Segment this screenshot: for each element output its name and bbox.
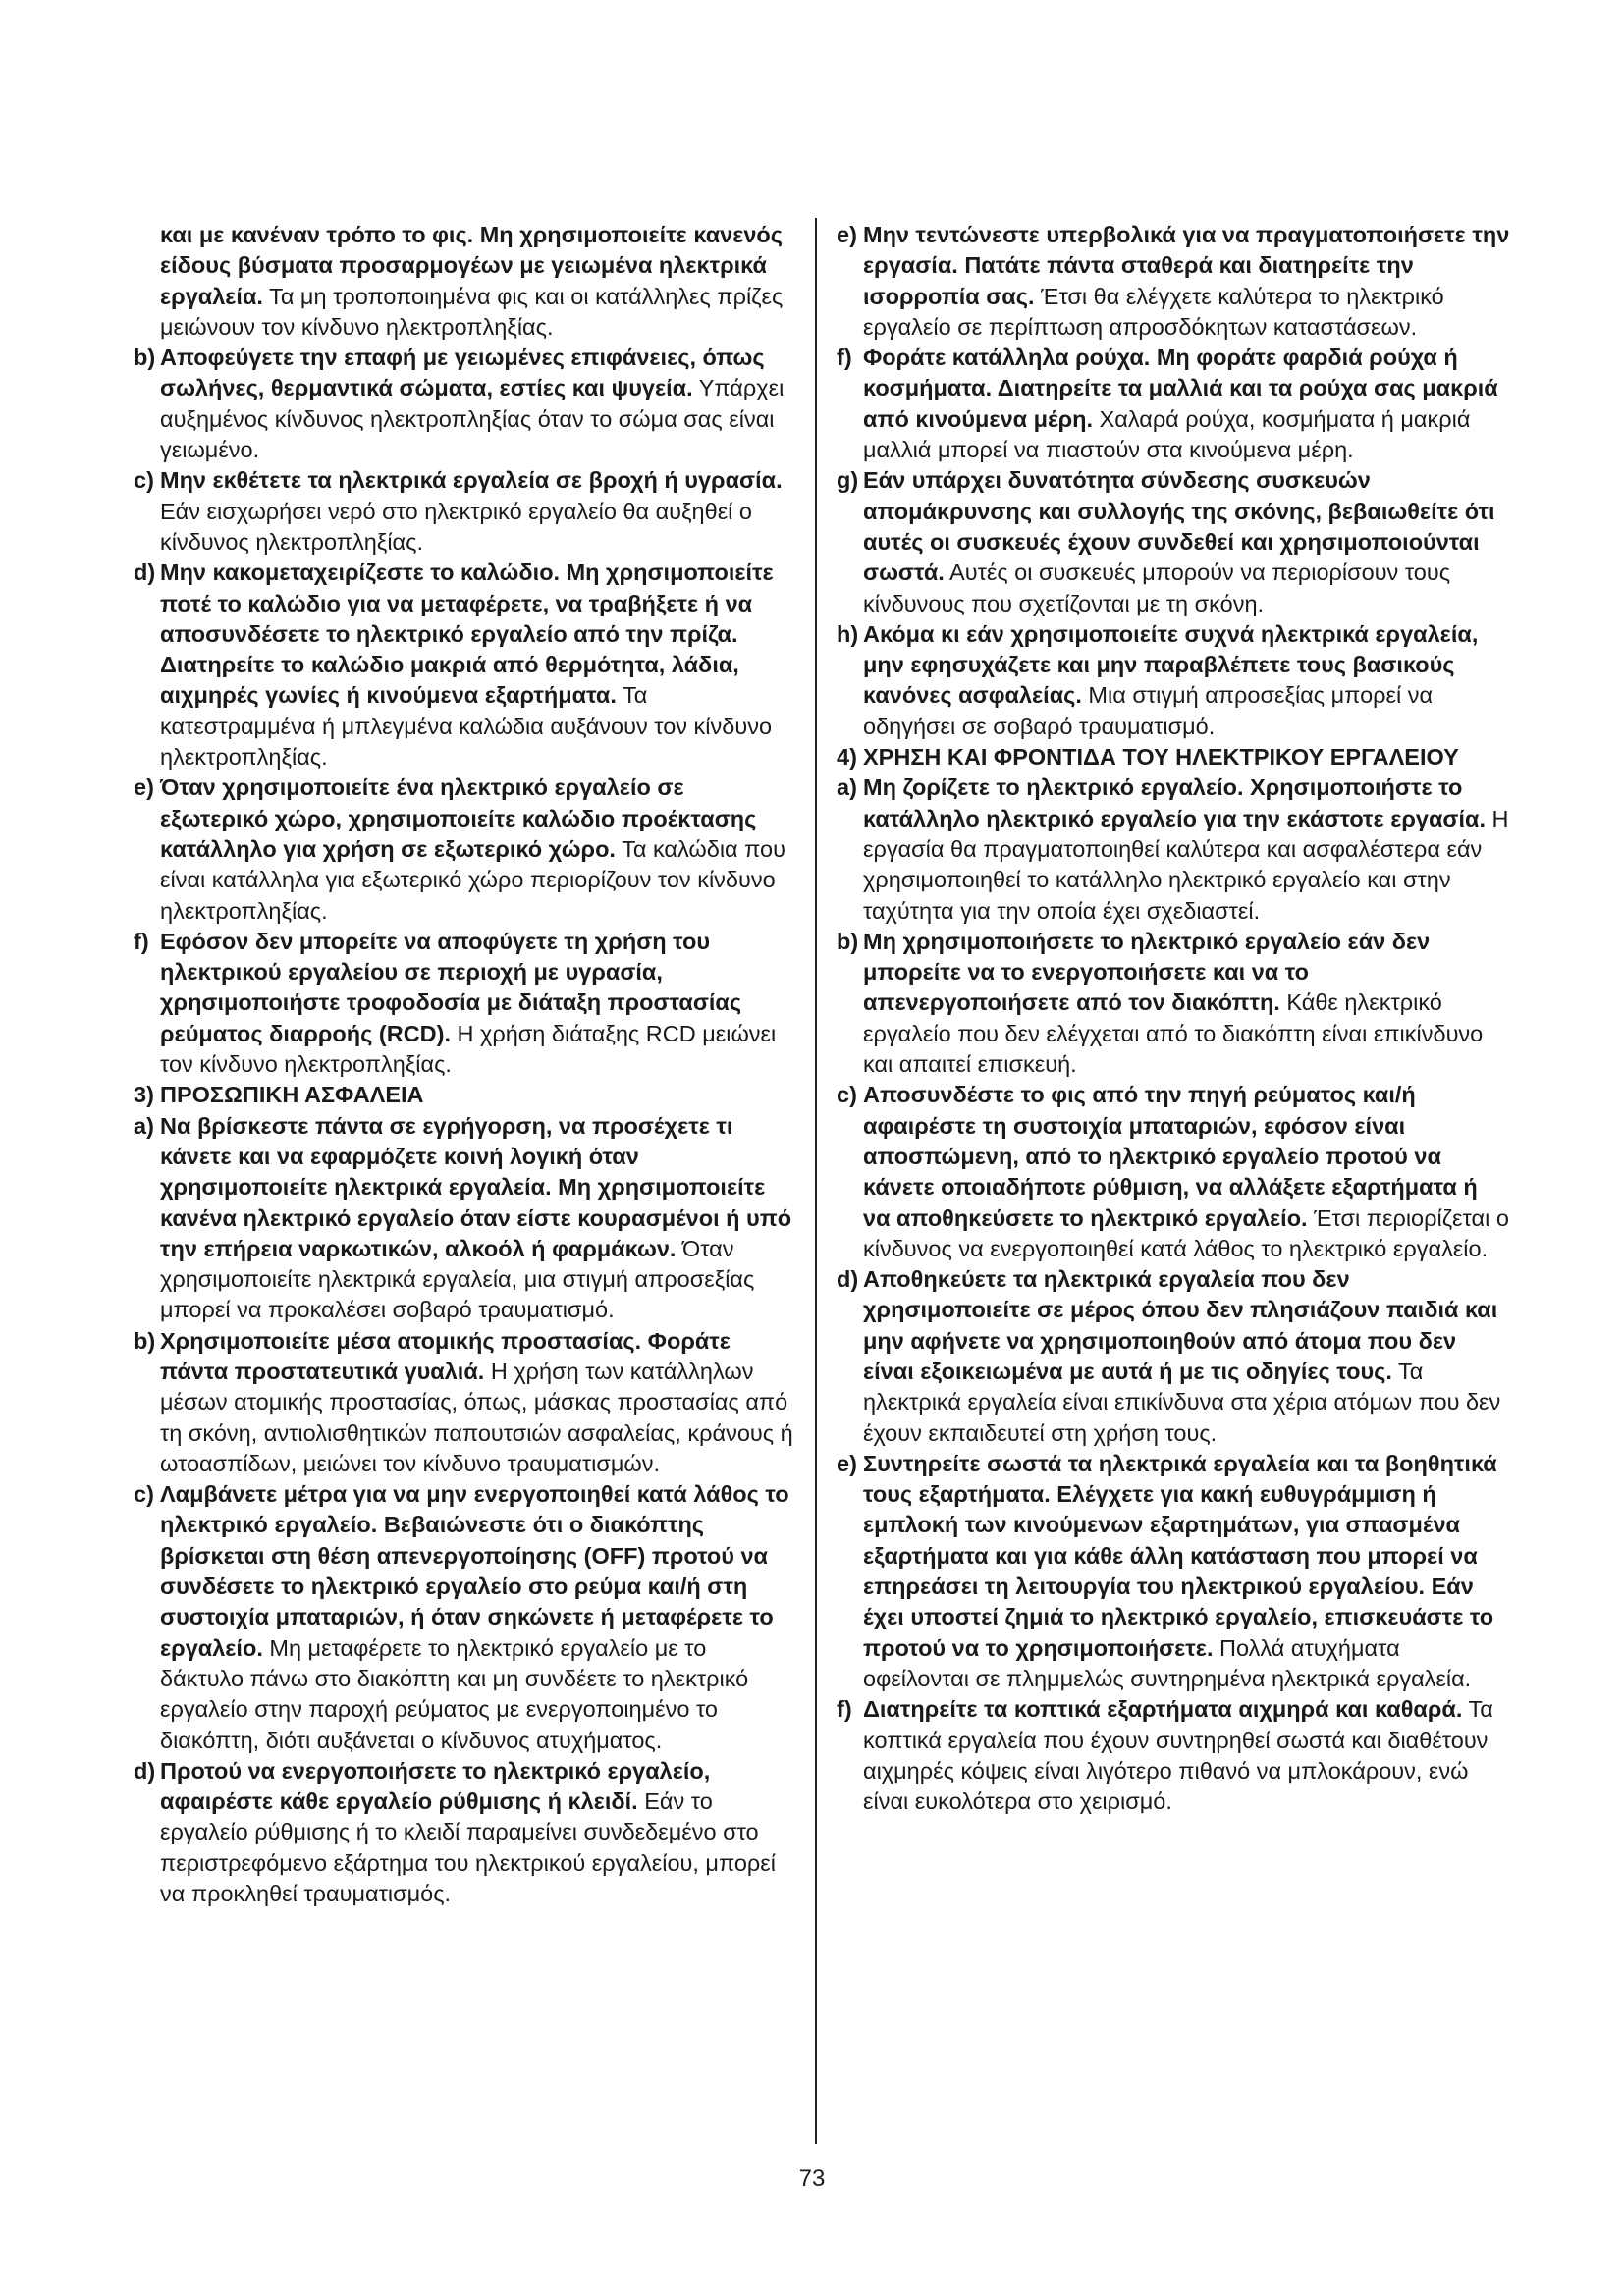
safety-item-2f: f) Εφόσον δεν μπορείτε να αποφύγετε τη χρήση του ηλεκτρικού εργαλείου σε περιοχή με υγρασία, χρησιμοποιήστε τροφοδοσία με διάταξη προστασίας ρεύματος διαρροής (RCD). Η χρήση διάταξης RCD μειώνει τον κίνδυνο ηλεκτροπληξίας. xyxy=(134,928,777,1078)
page-number: 73 xyxy=(798,2165,826,2192)
safety-item-4c: c) Αποσυνδέστε το φις από την πηγή ρεύματος και/ή αφαιρέστε τη συστοιχία μπαταριών, εφόσον είναι αποσπώμενη, από το ηλεκτρικό εργαλείο προτού να κάνετε οποιαδήποτε ρύθμιση, να αλλάξετε εξαρτήματα ή να αποθηκεύσετε το ηλεκτρικό εργαλείο. Έτσι περιορίζεται ο κίνδυνος να ενεργοποιηθεί κατά λάθος το ηλεκτρικό εργαλείο. xyxy=(837,1082,1509,1261)
right-column xyxy=(837,220,1510,1817)
intro-paragraph: και με κανέναν τρόπο το φις. Μη χρησιμοποιείτε κανενός είδους βύσματα προσαρμογέων με γειωμένα ηλεκτρικά εργαλεία. Τα μη τροποποιημένα φις και οι κατάλληλες πρίζες μειώνουν τον κίνδυνο ηλεκτροπληξίας. xyxy=(160,222,784,340)
safety-item-4a: a) Μη ζορίζετε το ηλεκτρικό εργαλείο. Χρησιμοποιήστε το κατάλληλο ηλεκτρικό εργαλείο για την εκάστοτε εργασία. Η εργασία θα πραγματοποιηθεί καλύτερα και ασφαλέστερα εάν χρησιμοποιηθεί το κατάλληλο ηλεκτρικό εργαλείο και στην ταχύτητα για την οποία έχει σχεδιαστεί. xyxy=(837,774,1509,924)
safety-item-2e: e) Όταν χρησιμοποιείτε ένα ηλεκτρικό εργαλείο σε εξωτερικό χώρο, χρησιμοποιείτε καλώδιο προέκτασης κατάλληλο για χρήση σε εξωτερικό χώρο. Τα καλώδια που είναι κατάλληλα για εξωτερικό χώρο περιορίζουν τον κίνδυνο ηλεκτροπληξίας. xyxy=(134,774,785,924)
column-divider xyxy=(815,218,817,2144)
section-4-heading: 4) ΧΡΗΣΗ ΚΑΙ ΦΡΟΝΤΙΔΑ ΤΟΥ ΗΛΕΚΤΡΙΚΟΥ ΕΡΓΑΛΕΙΟΥ xyxy=(837,744,1459,771)
section-3-heading: 3) ΠΡΟΣΩΠΙΚΗ ΑΣΦΑΛΕΙΑ xyxy=(134,1082,424,1108)
safety-item-4e: e) Συντηρείτε σωστά τα ηλεκτρικά εργαλεία και τα βοηθητικά τους εξαρτήματα. Ελέγχετε για κακή ευθυγράμμιση ή εμπλοκή των κινούμενων εξαρτημάτων, για σπασμένα εξαρτήματα και για κάθε άλλη κατάσταση που μπορεί να επηρεάσει τη λειτουργία του ηλεκτρικού εργαλείου. Εάν έχει υποστεί ζημιά το ηλεκτρικό εργαλείο, επισκευάστε το προτού να το χρησιμοποιήσετε. Πολλά ατυχήματα οφείλονται σε πλημμελώς συντηρημένα ηλεκτρικά εργαλεία. xyxy=(837,1450,1497,1691)
safety-item-4f: f) Διατηρείτε τα κοπτικά εξαρτήματα αιχμηρά και καθαρά. Τα κοπτικά εργαλεία που έχουν συντηρηθεί σωστά και διαθέτουν αιχμηρές κόψεις είναι λιγότερο πιθανό να μπλοκάρουν, ενώ είναι ευκολότερα στο χειρισμό. xyxy=(837,1696,1493,1815)
safety-item-3h: h) Ακόμα κι εάν χρησιμοποιείτε συχνά ηλεκτρικά εργαλεία, μην εφησυχάζετε και μην παραβλέπετε τους βασικούς κανόνες ασφαλείας. Μια στιγμή απροσεξίας μπορεί να οδηγήσει σε σοβαρό τραυματισμό. xyxy=(837,620,1479,739)
safety-item-4d: d) Αποθηκεύετε τα ηλεκτρικά εργαλεία που δεν χρησιμοποιείτε σε μέρος όπου δεν πλησιάζουν παιδιά και μην αφήνετε να χρησιμοποιηθούν από άτομα που δεν είναι εξοικειωμένα με αυτά ή με τις οδηγίες τους. Τα ηλεκτρικά εργαλεία είναι επικίνδυνα στα χέρια ατόμων που δεν έχουν εκπαιδευτεί στη χρήση τους. xyxy=(837,1266,1501,1446)
safety-item-3d: d) Προτού να ενεργοποιήσετε το ηλεκτρικό εργαλείο, αφαιρέστε κάθε εργαλείο ρύθμισης ή κλειδί. Εάν το εργαλείο ρύθμισης ή το κλειδί παραμείνει συνδεδεμένο στο περιστρεφόμενο εξάρτημα του ηλεκτρικού εργαλείου, μπορεί να προκληθεί τραυματισμός. xyxy=(134,1757,776,1907)
safety-item-3a: a) Να βρίσκεστε πάντα σε εγρήγορση, να προσέχετε τι κάνετε και να εφαρμόζετε κοινή λογική όταν χρησιμοποιείτε ηλεκτρικά εργαλεία. Μη χρησιμοποιείτε κανένα ηλεκτρικό εργαλείο όταν είστε κουρασμένοι ή υπό την επήρεια ναρκωτικών, αλκοόλ ή φαρμάκων. Όταν χρησιμοποιείτε ηλεκτρικά εργαλεία, μια στιγμή απροσεξίας μπορεί να προκαλέσει σοβαρό τραυματισμό. xyxy=(134,1112,792,1323)
safety-item-3f: f) Φοράτε κατάλληλα ρούχα. Μη φοράτε φαρδιά ρούχα ή κοσμήματα. Διατηρείτε τα μαλλιά και τα ρούχα σας μακριά από κινούμενα μέρη. Χαλαρά ρούχα, κοσμήματα ή μακριά μαλλιά μπορεί να πιαστούν στα κινούμενα μέρη. xyxy=(837,345,1498,463)
safety-item-3e: e) Μην τεντώνεστε υπερβολικά για να πραγματοποιήσετε την εργασία. Πατάτε πάντα σταθερά και διατηρείτε την ισορροπία σας. Έτσι θα ελέγχετε καλύτερα το ηλεκτρικό εργαλείο σε περίπτωση απροσδόκητων καταστάσεων. xyxy=(837,222,1510,340)
safety-item-2b: b) Αποφεύγετε την επαφή με γειωμένες επιφάνειες, όπως σωλήνες, θερμαντικά σώματα, εστίες και ψυγεία. Υπάρχει αυξημένος κίνδυνος ηλεκτροπληξίας όταν το σώμα σας είναι γειωμένο. xyxy=(134,345,785,463)
left-column xyxy=(134,220,793,1909)
safety-item-2c: c) Μην εκθέτετε τα ηλεκτρικά εργαλεία σε βροχή ή υγρασία. Εάν εισχωρήσει νερό στο ηλεκτρικό εργαλείο θα αυξηθεί ο κίνδυνος ηλεκτροπληξίας. xyxy=(134,467,783,555)
safety-item-3c: c) Λαμβάνετε μέτρα για να μην ενεργοποιηθεί κατά λάθος το ηλεκτρικό εργαλείο. Βεβαιώνεστε ότι ο διακόπτης βρίσκεται στη θέση απενεργοποίησης (OFF) προτού να συνδέσετε το ηλεκτρικό εργαλείο στο ρεύμα και/ή στη συστοιχία μπαταριών, ή όταν σηκώνετε ή μεταφέρετε το εργαλείο. Μη μεταφέρετε το ηλεκτρικό εργαλείο με το δάκτυλο πάνω στο διακόπτη και μη συνδέετε το ηλεκτρικό εργαλείο στην παροχή ρεύματος με ενεργοποιημένο το διακόπτη, διότι αυξάνεται ο κίνδυνος ατυχήματος. xyxy=(134,1481,789,1753)
safety-item-3g: g) Εάν υπάρχει δυνατότητα σύνδεσης συσκευών απομάκρυνσης και συλλογής της σκόνης, βεβαιωθείτε ότι αυτές οι συσκευές έχουν συνδεθεί και χρησιμοποιούνται σωστά. Αυτές οι συσκευές μπορούν να περιορίσουν τους κίνδυνους που σχετίζονται με τη σκόνη. xyxy=(837,467,1495,616)
safety-item-3b: b) Χρησιμοποιείτε μέσα ατομικής προστασίας. Φοράτε πάντα προστατευτικά γυαλιά. Η χρήση των κατάλληλων μέσων ατομικής προστασίας, όπως, μάσκας προστασίας από τη σκόνη, αντιολισθητικών παπουτσιών ασφαλείας, κράνους ή ωτοασπίδων, μειώνει τον κίνδυνο τραυματισμών. xyxy=(134,1327,793,1476)
safety-item-4b: b) Μη χρησιμοποιήσετε το ηλεκτρικό εργαλείο εάν δεν μπορείτε να το ενεργοποιήσετε και να το απενεργοποιήσετε από τον διακόπτη. Κάθε ηλεκτρικό εργαλείο που δεν ελέγχεται από το διακόπτη είναι επικίνδυνο και απαιτεί επισκευή. xyxy=(837,928,1484,1078)
safety-item-2d: d) Μην κακομεταχειρίζεστε το καλώδιο. Μη χρησιμοποιείτε ποτέ το καλώδιο για να μεταφέρετε, να τραβήξετε ή να αποσυνδέσετε το ηλεκτρικό εργαλείο από την πρίζα. Διατηρείτε το καλώδιο μακριά από θερμότητα, λάδια, αιχμηρές γωνίες ή κινούμενα εξαρτήματα. Τα κατεστραμμένα ή μπλεγμένα καλώδια αυξάνουν τον κίνδυνο ηλεκτροπληξίας. xyxy=(134,560,774,771)
